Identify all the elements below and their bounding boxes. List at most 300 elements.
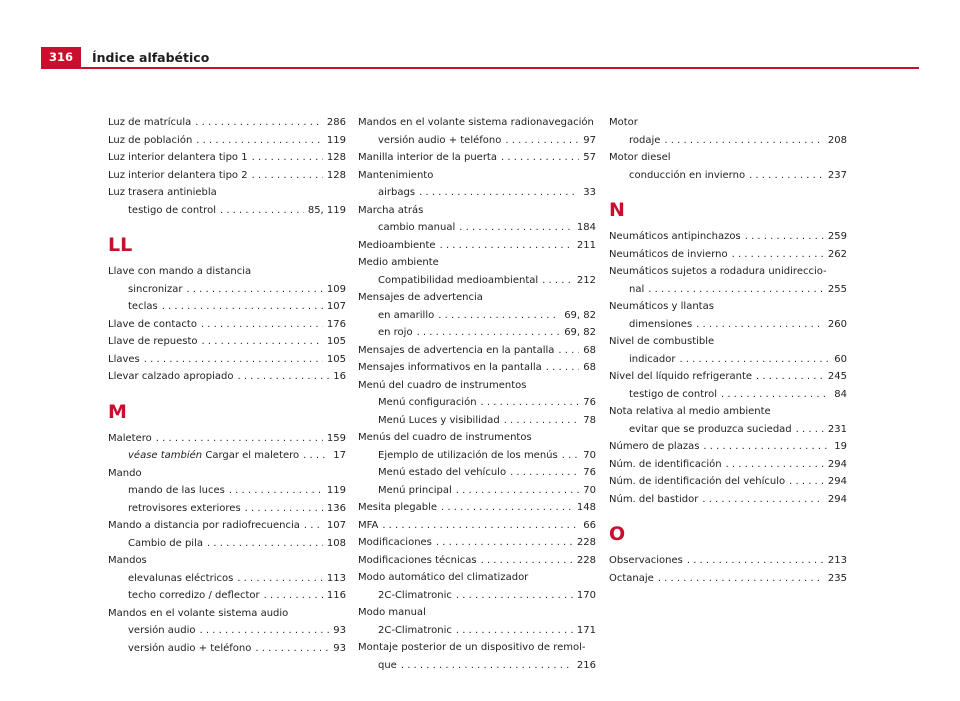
- index-entry: [358, 289, 596, 307]
- index-entry: [108, 114, 346, 132]
- index-entry: [108, 368, 346, 386]
- page-reference: 159: [326, 432, 346, 444]
- entry-text: [128, 500, 241, 518]
- page-reference: 245: [827, 371, 847, 382]
- index-subentry: [108, 535, 346, 553]
- index-entry: [358, 604, 596, 622]
- entry-text: [378, 482, 452, 500]
- dot-leader: [726, 456, 824, 474]
- entry-text: [108, 167, 248, 185]
- entry-text: [128, 622, 196, 640]
- entry-label: rodaje: [629, 134, 661, 146]
- page-reference: 66: [583, 519, 596, 531]
- index-subentry: [358, 394, 596, 412]
- entry-text: [128, 202, 216, 220]
- entry-text: [629, 386, 717, 404]
- index-subentry: [108, 202, 346, 220]
- entry-label: nal: [629, 283, 645, 295]
- dot-leader: [195, 114, 323, 132]
- index-entry: [108, 430, 346, 448]
- entry-text: [358, 377, 526, 395]
- index-subentry: [609, 281, 847, 299]
- page-reference: 105: [326, 353, 346, 365]
- entry-label: Núm. de identificación: [609, 458, 722, 470]
- index-subentry: [358, 184, 596, 202]
- page-reference: 108: [326, 537, 346, 549]
- page-reference: 68: [583, 362, 596, 373]
- page-reference: 17: [333, 450, 346, 461]
- index-entry: [108, 132, 346, 150]
- dot-leader: [749, 167, 824, 185]
- entry-label: versión audio + teléfono: [378, 134, 502, 146]
- dot-leader: [255, 640, 329, 658]
- page-reference: 119: [326, 485, 346, 496]
- page-reference: 57: [583, 152, 596, 163]
- index-entry: [358, 167, 596, 185]
- page-reference: 76: [583, 397, 596, 408]
- section-letter: N: [609, 199, 625, 221]
- index-entry: [609, 570, 847, 588]
- entry-label: Nivel de combustible: [609, 336, 715, 347]
- entry-text: [609, 570, 654, 588]
- index-entry: [358, 499, 596, 517]
- index-subentry: [358, 587, 596, 605]
- page-reference: 231: [827, 423, 847, 435]
- entry-label: Neumáticos y llantas: [609, 301, 714, 312]
- entry-text: [609, 438, 699, 456]
- entry-label: Llaves: [108, 353, 140, 365]
- page-title: Índice alfabético: [92, 50, 210, 65]
- index-entry: [609, 333, 847, 351]
- dot-leader: [436, 534, 573, 552]
- dot-leader: [501, 149, 579, 167]
- dot-leader: [156, 430, 323, 448]
- page-reference: 78: [583, 414, 596, 426]
- entry-text: [128, 482, 225, 500]
- page-reference: 69, 82: [564, 309, 596, 321]
- section-letter: M: [108, 400, 127, 423]
- page-reference: 16: [333, 371, 346, 382]
- entry-text: [108, 184, 217, 202]
- page-reference: 93: [333, 642, 346, 654]
- dot-leader: [702, 491, 824, 509]
- entry-label: Menú principal: [378, 484, 452, 496]
- entry-text: [378, 412, 500, 430]
- page-reference: 262: [827, 248, 847, 260]
- index-subentry: [108, 587, 346, 605]
- entry-label: Mensajes de advertencia: [358, 292, 483, 303]
- entry-text: [358, 639, 586, 657]
- index-entry: [609, 228, 847, 246]
- entry-label: Luz de matrícula: [108, 117, 192, 128]
- entry-label: en rojo: [378, 327, 413, 338]
- dot-leader: [658, 570, 824, 588]
- page-reference: 170: [576, 589, 596, 601]
- page-reference: 105: [326, 336, 346, 347]
- index-entry: [609, 149, 847, 167]
- dot-leader: [220, 202, 304, 220]
- page-reference: 85, 119: [307, 204, 346, 216]
- entry-text: [629, 167, 745, 185]
- entry-label: versión audio: [128, 625, 196, 636]
- entry-label: Nota relativa al medio ambiente: [609, 406, 771, 417]
- entry-text: [378, 622, 452, 640]
- index-entry: [609, 473, 847, 491]
- entry-text: [128, 281, 182, 299]
- index-subentry: [108, 570, 346, 588]
- entry-label: 2C-Climatronic: [378, 624, 452, 636]
- page-reference: 109: [326, 283, 346, 295]
- index-column-2: [358, 114, 596, 674]
- entry-label: Medio ambiente: [358, 257, 439, 268]
- entry-text: [358, 604, 426, 622]
- entry-label: Montaje posterior de un dispositivo de remol-: [358, 642, 586, 653]
- page-reference: 60: [834, 353, 847, 365]
- entry-text: [358, 517, 378, 535]
- entry-label: Motor: [609, 117, 638, 128]
- index-subentry: [609, 132, 847, 150]
- entry-label: testigo de control: [128, 204, 216, 216]
- index-entry: [609, 114, 847, 132]
- entry-text: [358, 254, 439, 272]
- entry-label: Número de plazas: [609, 441, 700, 452]
- entry-label: Modo automático del climatizador: [358, 572, 529, 583]
- entry-text: [128, 640, 251, 658]
- dot-leader: [401, 657, 573, 675]
- entry-label: Luz de población: [108, 134, 193, 146]
- page-reference: 107: [326, 520, 346, 531]
- dot-leader: [303, 447, 329, 465]
- page-reference: 171: [576, 624, 596, 636]
- entry-label: Llevar calzado apropiado: [108, 371, 234, 382]
- entry-text: [358, 342, 554, 360]
- index-entry: [108, 333, 346, 351]
- dot-leader: [252, 167, 323, 185]
- entry-label: Nivel del líquido refrigerante: [609, 371, 753, 382]
- entry-text: [629, 281, 644, 299]
- entry-label: Llave de repuesto: [108, 336, 198, 347]
- entry-label: dimensiones: [629, 318, 693, 330]
- dot-leader: [264, 587, 323, 605]
- page-reference: 119: [326, 134, 346, 146]
- dot-leader: [382, 517, 579, 535]
- entry-label: MFA: [358, 519, 379, 531]
- entry-label: Medioambiente: [358, 239, 436, 251]
- entry-label: 2C-Climatronic: [378, 589, 452, 601]
- entry-label: elevalunas eléctricos: [128, 572, 234, 584]
- page-reference: 69, 82: [564, 327, 596, 338]
- dot-leader: [721, 386, 830, 404]
- entry-label: Luz interior delantera tipo 1: [108, 152, 248, 163]
- dot-leader: [202, 333, 323, 351]
- page-reference: 148: [576, 502, 596, 513]
- index-subentry: [609, 421, 847, 439]
- entry-text: [128, 298, 158, 316]
- entry-text: [108, 149, 248, 167]
- page-reference: 70: [583, 484, 596, 496]
- dot-leader: [562, 447, 580, 465]
- entry-text: [378, 307, 434, 325]
- index-entry: [358, 237, 596, 255]
- entry-label: Neumáticos antipinchazos: [609, 231, 741, 242]
- entry-text: [609, 368, 752, 386]
- dot-leader: [696, 316, 824, 334]
- entry-text: [609, 263, 827, 281]
- page-reference: 211: [576, 239, 596, 251]
- dot-leader: [456, 622, 573, 640]
- dot-leader: [440, 237, 573, 255]
- entry-label: Octanaje: [609, 572, 654, 584]
- dot-leader: [510, 464, 579, 482]
- index-entry: [609, 298, 847, 316]
- dot-leader: [687, 552, 824, 570]
- entry-label: versión audio + teléfono: [128, 642, 252, 654]
- dot-leader: [481, 552, 573, 570]
- entry-text: [108, 465, 142, 483]
- entry-label: Mandos en el volante sistema radionavegación: [358, 117, 594, 128]
- page-number: 316: [48, 50, 73, 64]
- entry-text: [358, 237, 436, 255]
- dot-leader: [196, 132, 323, 150]
- index-subentry: [108, 281, 346, 299]
- entry-text: [128, 447, 299, 465]
- index-entry: [108, 465, 346, 483]
- entry-text: [609, 456, 722, 474]
- entry-label: Núm. del bastidor: [609, 493, 699, 505]
- dot-leader: [648, 281, 824, 299]
- entry-label: Mando a distancia por radiofrecuencia: [108, 520, 300, 531]
- index-entry: [358, 149, 596, 167]
- index-entry: [108, 351, 346, 369]
- page-reference: 235: [827, 572, 847, 584]
- entry-text: [358, 289, 483, 307]
- entry-label: Menú del cuadro de instrumentos: [358, 379, 527, 391]
- index-entry: [609, 456, 847, 474]
- index-entry: [358, 534, 596, 552]
- entry-text: [378, 464, 506, 482]
- entry-text: [358, 167, 433, 185]
- entry-label: en amarillo: [378, 309, 435, 321]
- entry-label: Mantenimiento: [358, 169, 434, 181]
- entry-text: [358, 499, 437, 517]
- dot-leader: [438, 307, 560, 325]
- entry-text: [629, 351, 675, 369]
- dot-leader: [186, 281, 322, 299]
- index-entry: [609, 368, 847, 386]
- index-subentry: [108, 622, 346, 640]
- index-subentry: [358, 447, 596, 465]
- dot-leader: [703, 438, 830, 456]
- page-reference: 286: [326, 117, 346, 128]
- entry-label: Mensajes de advertencia en la pantalla: [358, 344, 555, 356]
- index-subentry: [609, 316, 847, 334]
- entry-text: [378, 447, 558, 465]
- entry-label: Motor diesel: [609, 152, 671, 163]
- index-entry: [358, 569, 596, 587]
- entry-text: [629, 316, 692, 334]
- page-reference: 213: [827, 555, 847, 566]
- entry-text: [609, 114, 638, 132]
- entry-label: Mandos: [108, 555, 147, 566]
- index-entry: [108, 149, 346, 167]
- index-entry: [108, 184, 346, 202]
- index-entry: [358, 342, 596, 360]
- entry-label: Mesita plegable: [358, 502, 438, 513]
- dot-leader: [459, 219, 573, 237]
- entry-label: Maletero: [108, 432, 152, 444]
- index-entry: [609, 552, 847, 570]
- entry-label: teclas: [128, 301, 158, 312]
- dot-leader: [504, 412, 580, 430]
- index-entry: [609, 403, 847, 421]
- entry-label: Observaciones: [609, 555, 683, 566]
- index-subentry: [358, 657, 596, 675]
- dot-leader: [304, 517, 323, 535]
- see-also-label: véase también: [128, 450, 203, 461]
- index-subentry: [609, 386, 847, 404]
- entry-text: [358, 429, 532, 447]
- index-entry: [108, 167, 346, 185]
- entry-label: Mensajes informativos en la pantalla: [358, 362, 542, 373]
- page-reference: 184: [576, 222, 596, 233]
- entry-text: [609, 552, 683, 570]
- dot-leader: [789, 473, 824, 491]
- entry-label: Menú Luces y visibilidad: [378, 414, 500, 426]
- dot-leader: [558, 342, 579, 360]
- dot-leader: [796, 421, 824, 439]
- index-entry: [358, 552, 596, 570]
- page-reference: 260: [827, 318, 847, 330]
- entry-text: [609, 246, 728, 264]
- entry-text: [378, 132, 501, 150]
- entry-text: [609, 491, 698, 509]
- page-reference: 68: [583, 344, 596, 356]
- entry-text: [358, 359, 542, 377]
- entry-text: [108, 132, 192, 150]
- index-entry: [358, 254, 596, 272]
- entry-label: Modificaciones técnicas: [358, 554, 477, 566]
- entry-label: Marcha atrás: [358, 204, 424, 216]
- page-reference: 228: [576, 537, 596, 548]
- entry-label: cambio manual: [378, 222, 456, 233]
- dot-leader: [144, 351, 323, 369]
- entry-text: [609, 333, 714, 351]
- index-subentry: [358, 132, 596, 150]
- dot-leader: [237, 368, 329, 386]
- index-entry: [108, 263, 346, 281]
- entry-text: [108, 552, 147, 570]
- page-reference: 216: [576, 659, 596, 671]
- dot-leader: [664, 132, 823, 150]
- entry-text: [378, 657, 397, 675]
- dot-leader: [417, 324, 561, 342]
- index-subentry: [108, 640, 346, 658]
- entry-text: [108, 430, 152, 448]
- entry-label: Menú configuración: [378, 397, 477, 408]
- entry-label: airbags: [378, 187, 416, 198]
- entry-label: testigo de control: [629, 388, 717, 400]
- index-entry: [358, 429, 596, 447]
- entry-text: [378, 587, 452, 605]
- index-entry: [108, 605, 346, 623]
- page-reference: 107: [326, 301, 346, 312]
- index-subentry: [108, 500, 346, 518]
- entry-text: [609, 403, 771, 421]
- index-subentry: [358, 272, 596, 290]
- index-entry: [358, 202, 596, 220]
- page-reference: 294: [827, 458, 847, 470]
- index-entry: [108, 517, 346, 535]
- page-reference: 116: [326, 590, 346, 601]
- entry-label: retrovisores exteriores: [128, 502, 241, 514]
- dot-leader: [252, 149, 323, 167]
- page-reference: 228: [576, 554, 596, 566]
- entry-label: Luz interior delantera tipo 2: [108, 169, 248, 181]
- index-entry: [609, 263, 847, 281]
- entry-text: [108, 316, 197, 334]
- page-reference: 97: [583, 134, 596, 146]
- page-reference: 212: [576, 274, 596, 286]
- index-entry: [358, 114, 596, 132]
- entry-label: sincronizar: [128, 283, 183, 295]
- entry-text: [609, 228, 741, 246]
- section-letter: LL: [108, 234, 133, 256]
- entry-label: Núm. de identificación del vehículo: [609, 476, 786, 487]
- entry-text: [108, 351, 140, 369]
- page-reference: 84: [834, 388, 847, 400]
- entry-text: [108, 114, 191, 132]
- entry-label: Neumáticos de invierno: [609, 248, 728, 260]
- entry-label: indicador: [629, 353, 676, 365]
- entry-text: [609, 298, 714, 316]
- index-entry: [609, 491, 847, 509]
- index-entry: [609, 438, 847, 456]
- dot-leader: [237, 570, 323, 588]
- page-reference: 176: [326, 318, 346, 330]
- entry-label: Mando: [108, 467, 142, 479]
- entry-text: [629, 421, 792, 439]
- index-entry: [609, 246, 847, 264]
- index-entry: [358, 639, 596, 657]
- dot-leader: [745, 228, 824, 246]
- page-reference: 136: [326, 502, 346, 514]
- index-subentry: [358, 482, 596, 500]
- dot-leader: [456, 587, 573, 605]
- entry-text: [128, 587, 260, 605]
- index-subentry: [108, 298, 346, 316]
- entry-label: Luz trasera antiniebla: [108, 187, 217, 198]
- page-reference: 33: [583, 187, 596, 198]
- index-column-1: [108, 114, 346, 657]
- dot-leader: [200, 622, 330, 640]
- page-reference: 76: [583, 467, 596, 478]
- dot-leader: [229, 482, 323, 500]
- entry-text: [358, 114, 594, 132]
- entry-label: Menú estado del vehículo: [378, 467, 507, 478]
- index-subentry: [358, 464, 596, 482]
- dot-leader: [679, 351, 830, 369]
- entry-label: Mandos en el volante sistema audio: [108, 607, 289, 619]
- entry-label: evitar que se produzca suciedad: [629, 423, 792, 435]
- entry-text: [108, 368, 233, 386]
- index-subentry: [609, 167, 847, 185]
- index-entry: [108, 316, 346, 334]
- entry-text: [108, 263, 251, 281]
- dot-leader: [201, 316, 323, 334]
- entry-text: [128, 535, 203, 553]
- entry-text: [378, 219, 455, 237]
- entry-label: Modificaciones: [358, 537, 432, 548]
